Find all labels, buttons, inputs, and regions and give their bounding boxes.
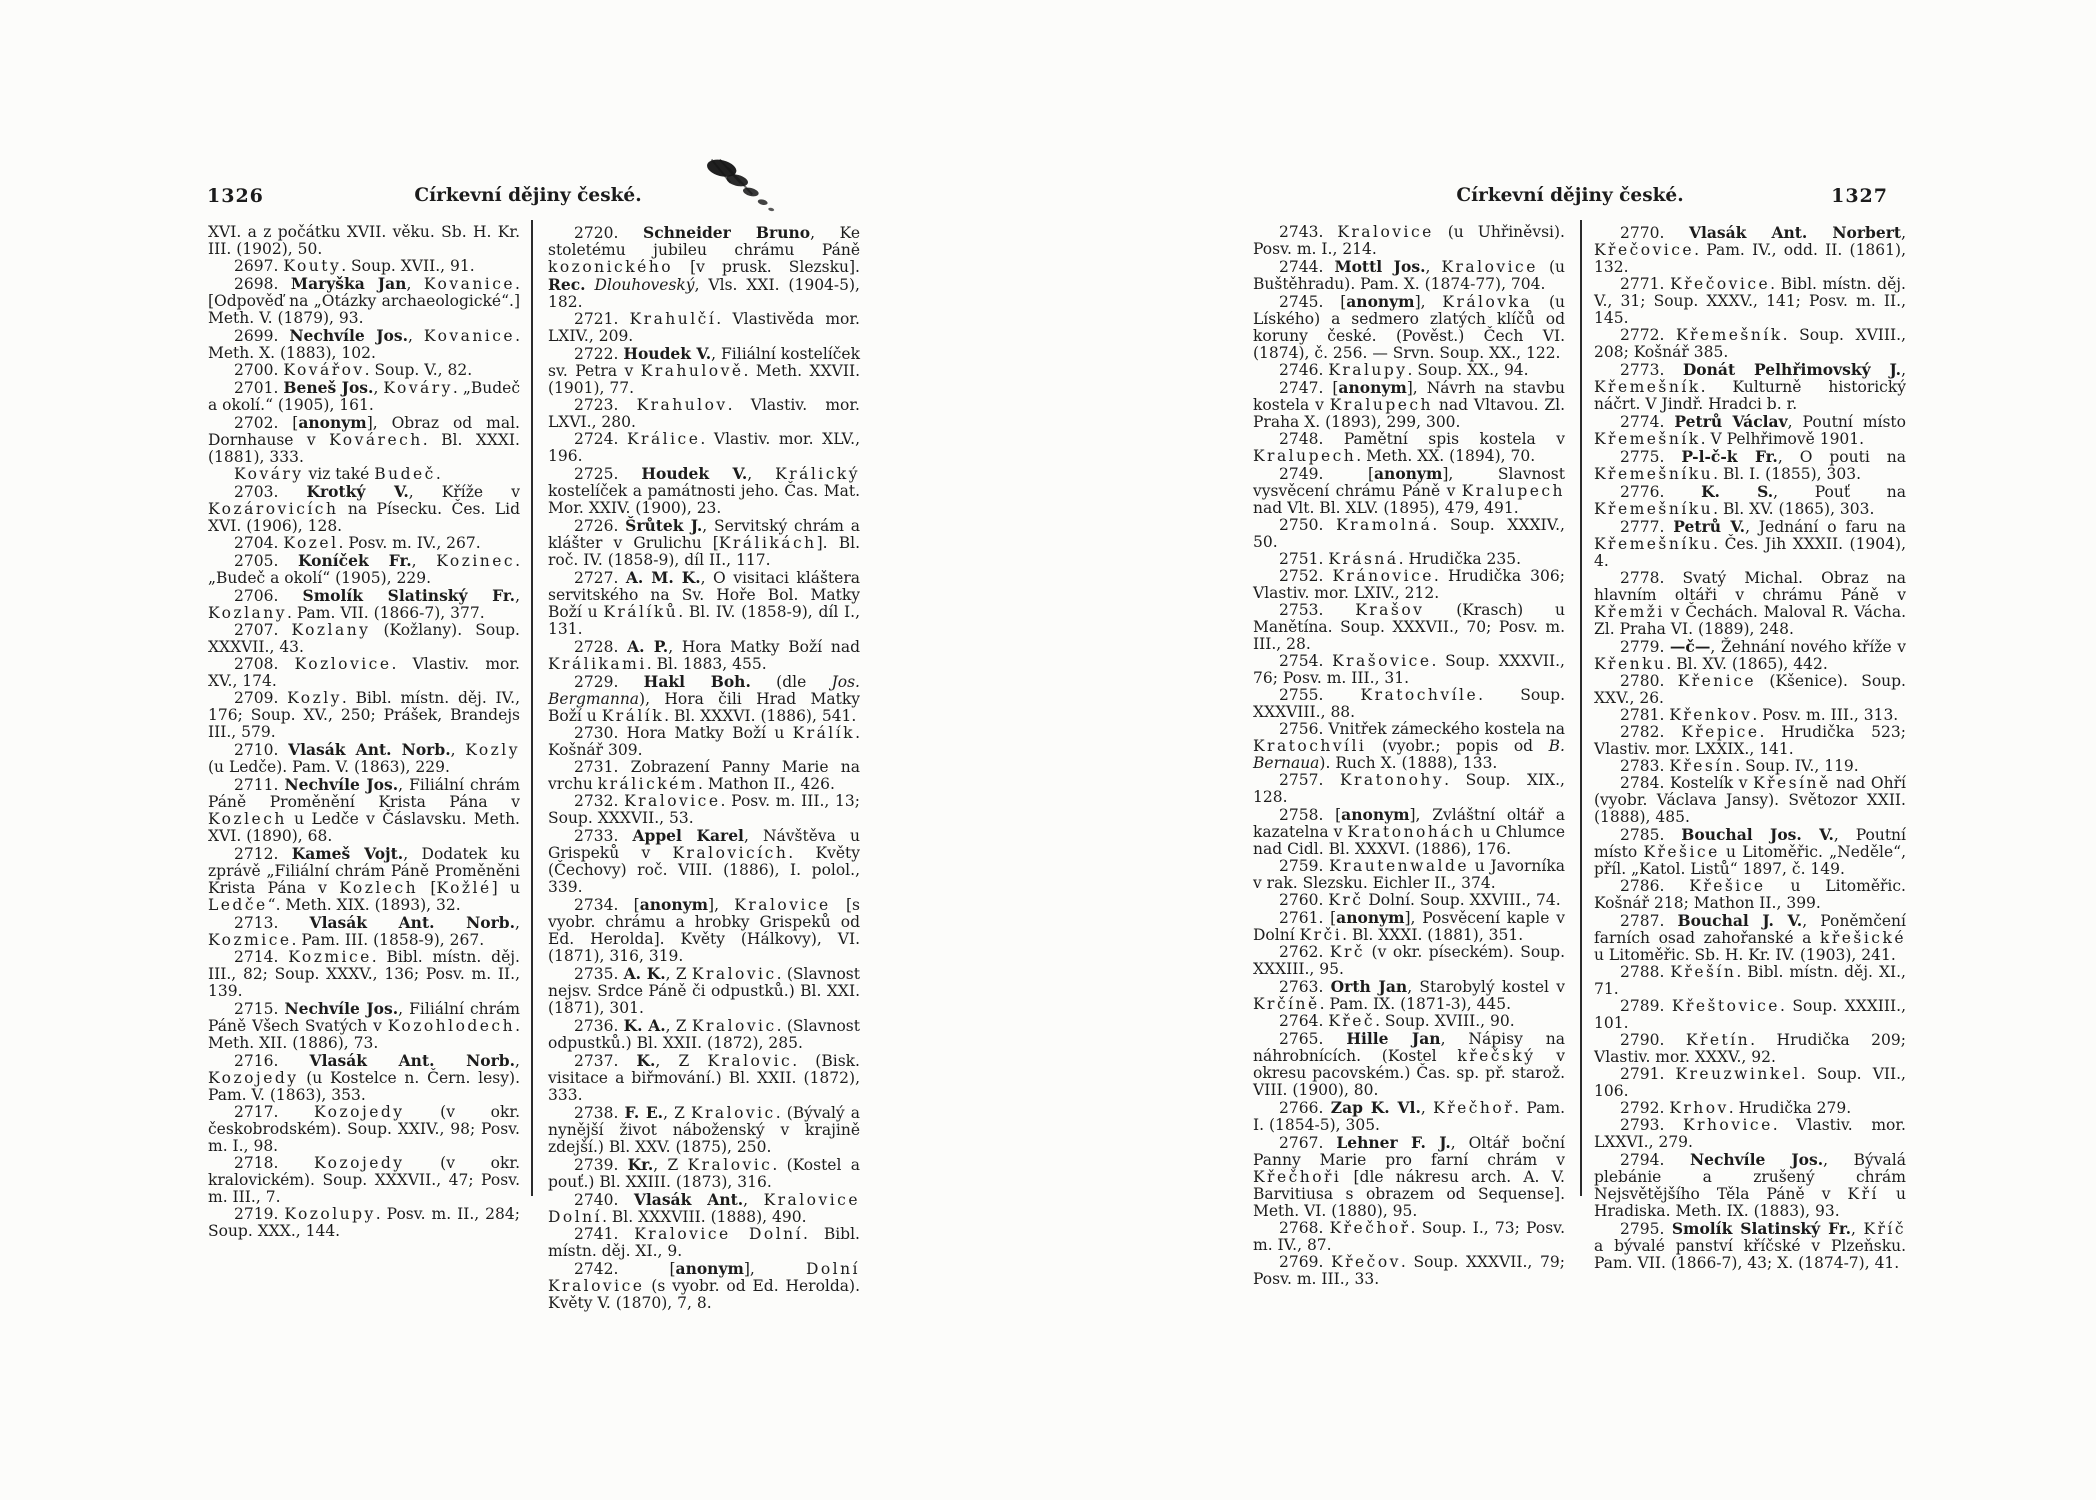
author-name: A. M. K. — [625, 568, 701, 587]
author-name: Zap K. Vl. — [1330, 1098, 1421, 1117]
bib-entry: 2709. Kozly. Bibl. místn. děj. IV., 176; Soup. XV., 250; Prášek, Brandejs III., 579. — [208, 689, 520, 741]
author-name: anonym — [1346, 292, 1415, 311]
author-name: Kr. — [627, 1155, 654, 1174]
author-name: Krotký V. — [306, 482, 409, 501]
bib-entry: 2794. Nechvíle Jos., Bývalá plebánie a zrušený chrám Nejsvětějšího Těla Páně v Kří u Hradiska. Meth. IX. (1883), 93. — [1594, 1150, 1906, 1220]
place-name-spaced: Krautenwalde — [1329, 857, 1470, 875]
bib-entry: 2751. Krásná. Hrudička 235. — [1279, 550, 1522, 568]
bib-entry: 2728. A. P., Hora Matky Boží nad Králikami. Bl. 1883, 455. — [548, 637, 860, 673]
place-name-spaced: Kozmice — [208, 931, 292, 949]
bib-entry: 2773. Donát Pelhřimovský J., Křemešník. Kulturně historický náčrt. V Jindř. Hradci b. r. — [1594, 360, 1906, 413]
place-name-spaced: Kozinec — [436, 552, 516, 570]
place-name-spaced: Králíků — [603, 603, 679, 621]
author-name: A. P. — [627, 637, 669, 656]
author-name: Vlasák Ant. — [633, 1190, 744, 1209]
place-name-spaced: Křemešník — [1675, 326, 1783, 344]
running-title-left: Církevní dějiny české. — [414, 185, 642, 206]
author-name: Vlasák Ant. Norb. — [288, 740, 451, 759]
bib-entry: 2765. Hille Jan, Nápisy na náhrobnících. (Kostel křečský v okresu pacovském.) Čas. sp. př. starož. VIII. (1900), 80. — [1253, 1029, 1565, 1099]
bib-entry: 2760. Krč Dolní. Soup. XXVIII., 74. — [1279, 891, 1561, 909]
bib-entry: 2713. Vlasák Ant. Norb., Kozmice. Pam. III. (1858-9), 267. — [208, 913, 520, 949]
place-name-spaced: Kralovic — [690, 1104, 776, 1122]
place-name-spaced: Kozmice — [288, 948, 372, 966]
bib-entry: 2778. Svatý Michal. Obraz na hlavním oltáři v chrámu Páně v Křemži v Čechách. Maloval R. Vácha. Zl. Praha VI. (1889), 248. — [1594, 569, 1906, 638]
bib-entry: 2720. Schneider Bruno, Ke stoletému jubileu chrámu Páně kozonického [v prusk. Slezsku]. Rec. Dlouhoveský, Vls. XXI. (1904-5), 182. — [548, 223, 860, 311]
bib-entry: 2792. Krhov. Hrudička 279. — [1620, 1099, 1852, 1117]
place-name-spaced: Kozolupy — [284, 1205, 376, 1223]
place-name-spaced: Kozly — [465, 741, 520, 759]
bib-entry: 2714. Kozmice. Bibl. místn. děj. III., 82; Soup. XXXV., 136; Posv. m. II., 139. — [208, 948, 520, 1000]
bib-entry: 2718. Kozojedy (v okr. kralovickém). Soup. XXXVII., 47; Posv. m. III., 7. — [208, 1154, 520, 1206]
bib-entry: 2735. A. K., Z Kralovic. (Slavnost nejsv. Srdce Páně či odpustků.) Bl. XXI. (1871), 301. — [548, 964, 860, 1017]
bib-entry: 2724. Králice. Vlastiv. mor. XLV., 196. — [548, 430, 860, 465]
place-name-spaced: Kozel — [283, 534, 339, 552]
bib-entry: 2723. Krahulov. Vlastiv. mor. LXVI., 280. — [548, 396, 860, 431]
place-name-spaced: Křemži — [1594, 603, 1665, 621]
bib-entry: 2708. Kozlovice. Vlastiv. mor. XV., 174. — [208, 655, 520, 690]
bib-entry: 2777. Petrů V., Jednání o faru na Křemešníku. Čes. Jih XXXII. (1904), 4. — [1594, 517, 1906, 570]
place-name-spaced: Křesíně — [1753, 774, 1831, 792]
bib-entry: 2706. Smolík Slatinský Fr., Kozlany. Pam. VII. (1866-7), 377. — [208, 586, 520, 622]
place-name-spaced: Královka — [1442, 293, 1533, 311]
place-name-spaced: Kozly — [287, 689, 342, 707]
bib-entry: 2717. Kozojedy (v okr. českobrodském). Soup. XXIV., 98; Posv. m. I., 98. — [208, 1103, 520, 1155]
bib-entry: 2793. Krhovice. Vlastiv. mor. LXXVI., 279. — [1594, 1116, 1906, 1151]
place-name-spaced: kozonického — [548, 258, 674, 276]
place-name-spaced: Křemešník — [1594, 430, 1701, 448]
bib-entry: Kováry viz také Budeč. — [234, 465, 441, 483]
place-name-spaced: Křenkov — [1669, 706, 1753, 724]
bib-entry: 2785. Bouchal Jos. V., Poutní místo Křešice u Litoměřic. „Neděle“, příl. „Katol. Listů“ 1897, č. 149. — [1594, 825, 1906, 878]
bib-entry: 2699. Nechvíle Jos., Kovanice. Meth. X. (1883), 102. — [208, 326, 520, 362]
place-name-spaced: Kozojedy — [314, 1154, 405, 1172]
bib-entry: 2712. Kameš Vojt., Dodatek ku zprávě „Filiální chrám Páně Proměněni Krista Pána v Kozlech [Kožlé] u Ledče“. Meth. XIX. (1893), 32. — [208, 844, 520, 914]
place-name-spaced: Křečhoř — [1329, 1219, 1411, 1237]
bib-entry: 2749. [anonym], Slavnost vysvěcení chrámu Páně v Kralupech nad Vlt. Bl. XLV. (1895), 479, 491. — [1253, 464, 1565, 517]
place-name-spaced: Kozlany — [291, 621, 371, 639]
place-name-spaced: Kralovice — [624, 792, 721, 810]
author-name: Šrůtek J. — [625, 516, 703, 535]
author-name: Orth Jan — [1330, 977, 1408, 996]
bib-entry: 2783. Křesín. Soup. IV., 119. — [1620, 757, 1859, 775]
place-name-spaced: Krč — [1329, 943, 1366, 961]
place-name-spaced: Kralupy — [1328, 361, 1408, 379]
bib-entry: 2746. Kralupy. Soup. XX., 94. — [1279, 361, 1529, 379]
author-name: Hille Jan — [1346, 1029, 1441, 1048]
bib-entry: 2766. Zap K. Vl., Křečhoř. Pam. I. (1854-5), 305. — [1253, 1098, 1565, 1134]
bib-entry: 2782. Křepice. Hrudička 523; Vlastiv. mor. LXXIX., 141. — [1594, 723, 1906, 758]
place-name-spaced: Kralovice Dolní — [634, 1225, 804, 1243]
place-name-spaced: Kralovice Dolní — [548, 1191, 860, 1226]
bib-entry: 2698. Maryška Jan, Kovanice. [Odpověď na „Otázky archaeologické“.] Meth. V. (1879), 93. — [208, 274, 520, 327]
place-name-spaced: Kralupech — [1329, 396, 1434, 414]
place-name-spaced: Kralupech — [1461, 482, 1565, 500]
bib-entry: 2745. [anonym], Královka (u Líského) a sedmero zlatých klíčů od koruny české. (Pověst.) Čech VI. (1874), č. 256. — Srvn. Soup. XX., 122. — [1253, 292, 1565, 362]
place-name-spaced: Kováry — [234, 465, 304, 483]
author-name: Petrů V. — [1673, 517, 1746, 536]
column-2-right-page — [1594, 224, 1906, 1272]
bib-entry: 2787. Bouchal J. V., Poněmčení farních osad zahořanské a křešické u Litoměřic. Sb. H. Kr. IV. (1903), 241. — [1594, 911, 1906, 964]
place-name-spaced: Kozlech — [208, 810, 287, 828]
bib-entry: 2753. Krašov (Krasch) u Manětína. Soup. XXXVII., 70; Posv. m. III., 28. — [1253, 601, 1565, 653]
place-name-spaced: Křeštovice — [1671, 997, 1780, 1015]
bib-entry: 2704. Kozel. Posv. m. IV., 267. — [234, 534, 481, 552]
author-name: Lehner F. J. — [1336, 1133, 1451, 1152]
bib-entry: 2715. Nechvíle Jos., Filiální chrám Páně Všech Svatých v Kozohlodech. Meth. XII. (1886), 73. — [208, 999, 520, 1052]
place-name-spaced: Krahulov — [636, 396, 728, 414]
place-name-spaced: Křemešníku — [1594, 500, 1714, 518]
bib-entry: 2726. Šrůtek J., Servitský chrám a klášter v Grulichu [Králikách]. Bl. roč. IV. (1858-9), díl II., 117. — [548, 516, 860, 569]
bib-entry: 2768. Křečhoř. Soup. I., 73; Posv. m. IV., 87. — [1253, 1219, 1565, 1254]
place-name-spaced: Krhovice — [1683, 1116, 1773, 1134]
bib-entry: XVI. a z počátku XVII. věku. Sb. H. Kr. III. (1902), 50. — [208, 223, 520, 258]
place-name-spaced: Kříč — [1863, 1220, 1906, 1238]
bib-entry: 2781. Křenkov. Posv. m. III., 313. — [1620, 706, 1899, 724]
author-name: A. K. — [623, 964, 666, 983]
bib-entry: 2752. Kránovice. Hrudička 306; Vlastiv. mor. LXIV., 212. — [1253, 567, 1565, 602]
place-name-spaced: Křešice — [1643, 843, 1720, 861]
author-name: Rec. — [548, 275, 586, 294]
column-2-left-page — [548, 224, 860, 1312]
bib-entry: 2719. Kozolupy. Posv. m. II., 284; Soup. XXX., 144. — [208, 1205, 520, 1240]
author-name: Maryška Jan — [290, 274, 407, 293]
author-name: Smolík Slatinský Fr. — [1671, 1219, 1852, 1238]
place-name-spaced: Kováry — [383, 379, 453, 397]
place-name-spaced: Křeč — [1328, 1012, 1376, 1030]
place-name-spaced: Kralovic — [707, 1052, 793, 1070]
bib-entry: 2729. Hakl Boh. (dle Jos. Bergmanna), Hora čili Hrad Matky Boží u Králík. Bl. XXXVI. (1886), 541. — [548, 672, 860, 725]
author-name: P-l-č-k Fr. — [1681, 447, 1778, 466]
author-name: Appel Karel — [632, 826, 744, 845]
bib-entry: 2744. Mottl Jos., Kralovice (u Buštěhradu). Pam. X. (1874-77), 704. — [1253, 257, 1565, 293]
bib-entry: 2730. Hora Matky Boží u Králík. Košnář 309. — [548, 724, 860, 759]
bib-entry: 2771. Křečovice. Bibl. místn. děj. V., 31; Soup. XXXV., 141; Posv. m. II., 145. — [1594, 275, 1906, 327]
place-name-spaced: Kozojedy — [314, 1103, 405, 1121]
place-name-spaced: Kozlech — [339, 879, 419, 897]
author-name: Donát Pelhřimovský J. — [1682, 360, 1902, 379]
author-name: K. — [636, 1051, 656, 1070]
author-name: Kameš Vojt. — [291, 844, 404, 863]
bib-entry: 2710. Vlasák Ant. Norb., Kozly (u Ledče). Pam. V. (1863), 229. — [208, 740, 520, 776]
author-name: anonym — [1341, 805, 1410, 824]
column-1-right-page — [1253, 224, 1565, 1288]
place-name-spaced: Králík — [792, 724, 856, 742]
place-name-spaced: Kralovic — [691, 1017, 777, 1035]
place-name-spaced: Kreuzwinkel — [1675, 1065, 1801, 1083]
author-name: anonym — [1336, 908, 1405, 927]
author-name: anonym — [298, 413, 367, 432]
bib-entry: 2790. Křetín. Hrudička 209; Vlastiv. mor. XXXV., 92. — [1594, 1031, 1906, 1066]
place-name-spaced: Kozlany — [208, 604, 287, 622]
bib-entry: 2733. Appel Karel, Návštěva u Grispeků v Kralovicích. Květy (Čechovy) roč. VIII. (1886), I. polol., 339. — [548, 826, 860, 896]
bib-entry: 2740. Vlasák Ant., Kralovice Dolní. Bl. XXXVIII. (1888), 490. — [548, 1190, 860, 1226]
bib-entry: 2739. Kr., Z Kralovic. (Kostel a pouť.) Bl. XXIII. (1873), 316. — [548, 1155, 860, 1191]
place-name-spaced: Kratonohy — [1339, 771, 1445, 789]
bib-entry: 2734. [anonym], Kralovice [s vyobr. chrámu a hrobky Grispeků od Ed. Herolda]. Květy (Hálkovy), VI. (1871), 316, 319. — [548, 895, 860, 965]
column-divider-right-page — [1580, 220, 1582, 1196]
author-name: Beneš Jos. — [283, 378, 374, 397]
cited-name-italic: Dlouhoveský — [594, 276, 695, 294]
author-name: anonym — [639, 895, 709, 914]
bib-entry: 2763. Orth Jan, Starobylý kostel v Krčíně. Pam. IX. (1871-3), 445. — [1253, 977, 1565, 1013]
bib-entry: 2774. Petrů Václav, Poutní místo Křemešník. V Pelhřimově 1901. — [1594, 412, 1906, 448]
author-name: F. E. — [624, 1103, 664, 1122]
author-name: Vlasák Ant. Norb. — [309, 1051, 516, 1070]
author-name: Nechvíle Jos. — [289, 326, 408, 345]
place-name-spaced: Kratochvíle — [1360, 686, 1479, 704]
place-name-spaced: Křešice — [1689, 877, 1766, 895]
place-name-spaced: Krčíně — [1253, 995, 1320, 1013]
bib-entry: 2786. Křešice u Litoměřic. Košnář 218; Mathon II., 399. — [1594, 877, 1906, 912]
author-name: Vlasák Ant. Norbert — [1688, 223, 1902, 242]
author-name: Houdek V. — [641, 464, 748, 483]
author-name: Vlasák Ant. Norb. — [309, 913, 516, 932]
bib-entry: 2758. [anonym], Zvláštní oltář a kazatelna v Kratonohách u Chlumce nad Cidl. Bl. XXXVI. (1886), 176. — [1253, 805, 1565, 858]
bib-entry: 2748. Pamětní spis kostela v Kralupech. Meth. XX. (1894), 70. — [1253, 430, 1565, 465]
bib-entry: 2747. [anonym], Návrh na stavbu kostela v Kralupech nad Vltavou. Zl. Praha X. (1893), 299, 300. — [1253, 378, 1566, 431]
cited-name-italic: B. Bernaua — [1253, 737, 1565, 772]
place-name-spaced: Křemešník — [1594, 378, 1701, 396]
author-name: Schneider Bruno — [643, 223, 811, 242]
place-name-spaced: Krašov — [1355, 601, 1425, 619]
bib-entry: 2697. Kouty. Soup. XVII., 91. — [234, 257, 475, 275]
place-name-spaced: Kralovice — [1337, 223, 1434, 241]
place-name-spaced: křečský — [1457, 1047, 1536, 1065]
place-name-spaced: Kovárech — [329, 431, 423, 449]
place-name-spaced: Křečhoř — [1433, 1099, 1515, 1117]
author-name: anonym — [1338, 378, 1407, 397]
place-name-spaced: Kozlovice — [294, 655, 392, 673]
author-name: Nechvíle Jos. — [284, 775, 399, 794]
place-name-spaced: králickém — [597, 775, 698, 793]
place-name-spaced: Dolní Kralovice — [548, 1260, 860, 1295]
bib-entry: 2789. Křeštovice. Soup. XXXIII., 101. — [1594, 997, 1906, 1032]
place-name-spaced: Kovanice — [423, 275, 516, 293]
author-name: anonym — [1374, 464, 1443, 483]
place-name-spaced: Kozojedy — [208, 1069, 299, 1087]
place-name-spaced: Křečovice — [1670, 275, 1771, 293]
bib-entry: 2759. Krautenwalde u Javorníka v rak. Slezsku. Eichler II., 374. — [1253, 857, 1565, 892]
place-name-spaced: Krči — [1299, 926, 1343, 944]
bib-entry: 2775. P-l-č-k Fr., O pouti na Křemešníku. Bl. I. (1855), 303. — [1594, 447, 1906, 483]
bib-entry: 2795. Smolík Slatinský Fr., Kříč a bývalé panství kříčské v Plzeňsku. Pam. VII. (1866-7), 43; X. (1874-7), 41. — [1594, 1219, 1906, 1272]
bib-entry: 2769. Křečov. Soup. XXXVII., 79; Posv. m. III., 33. — [1253, 1253, 1565, 1288]
ink-smudge-stain — [698, 156, 808, 216]
place-name-spaced: Křenku — [1594, 655, 1667, 673]
author-name: K. A. — [623, 1016, 666, 1035]
bib-entry: 2788. Křešín. Bibl. místn. děj. XI., 71. — [1594, 963, 1906, 998]
bib-entry: 2784. Kostelík v Křesíně nad Ohří (vyobr. Václava Jansy). Světozor XXII. (1888), 485. — [1594, 774, 1906, 826]
author-name: Nechvíle Jos. — [284, 999, 399, 1018]
bib-entry: 2754. Krašovice. Soup. XXXVII., 76; Posv. m. III., 31. — [1253, 652, 1565, 687]
bib-entry: 2711. Nechvíle Jos., Filiální chrám Páně Proměnění Krista Pána v Kozlech u Ledče v Čáslavsku. Meth. XVI. (1890), 68. — [208, 775, 520, 845]
place-name-spaced: Krhov — [1669, 1099, 1729, 1117]
bib-entry: 2762. Krč (v okr. píseckém). Soup. XXXIII., 95. — [1253, 943, 1565, 978]
bib-entry: 2732. Kralovice. Posv. m. III., 13; Soup. XXXVII., 53. — [548, 792, 860, 827]
bib-entry: 2725. Houdek V., Králický kostelíček a památnosti jeho. Čas. Mat. Mor. XXIV. (1900), 23. — [548, 464, 860, 517]
bib-entry: 2705. Koníček Fr., Kozinec. „Budeč a okolí“ (1905), 229. — [208, 551, 520, 587]
bib-entry: 2743. Kralovice (u Uhřiněvsi). Posv. m. I., 214. — [1253, 223, 1565, 258]
bib-entry: 2764. Křeč. Soup. XVIII., 90. — [1279, 1012, 1515, 1030]
bib-entry: 2701. Beneš Jos., Kováry. „Budeč a okolí.“ (1905), 161. — [208, 378, 520, 414]
place-name-spaced: Křečhoři — [1253, 1168, 1342, 1186]
place-name-spaced: Krásná — [1328, 550, 1399, 568]
place-name-spaced: Křemešníku — [1594, 465, 1714, 483]
place-name-spaced: Kralovice — [734, 896, 831, 914]
place-name-spaced: Křečov — [1331, 1253, 1401, 1271]
bib-entry: 2791. Kreuzwinkel. Soup. VII., 106. — [1594, 1065, 1906, 1100]
bib-entry: 2757. Kratonohy. Soup. XIX., 128. — [1253, 771, 1565, 806]
place-name-spaced: Budeč — [374, 465, 436, 483]
author-name: Hakl Boh. — [643, 672, 751, 691]
bib-entry: 2736. K. A., Z Kralovic. (Slavnost odpustků.) Bl. XXII. (1872), 285. — [548, 1016, 860, 1052]
bib-entry: 2737. K., Z Kralovic. (Bisk. visitace a biřmování.) Bl. XXII. (1872), 333. — [548, 1051, 860, 1104]
place-name-spaced: Kralovice — [1441, 258, 1538, 276]
place-name-spaced: Králikami — [548, 655, 647, 673]
bib-entry: 2772. Křemešník. Soup. XVIII., 208; Košnář 385. — [1594, 326, 1906, 361]
bib-entry: 2776. K. S., Pouť na Křemešníku. Bl. XV. (1865), 303. — [1594, 482, 1906, 518]
place-name-spaced: Kožlé — [436, 879, 492, 897]
place-name-spaced: Krahulově — [640, 362, 744, 380]
place-name-spaced: Králický — [775, 465, 860, 483]
bib-entry: 2779. —č—, Žehnání nového kříže v Křenku. Bl. XV. (1865), 442. — [1594, 637, 1906, 673]
place-name-spaced: Krašovice — [1332, 652, 1432, 670]
bib-entry: 2707. Kozlany (Kožlany). Soup. XXXVII., 43. — [208, 621, 520, 656]
place-name-spaced: Křetín — [1685, 1031, 1751, 1049]
place-name-spaced: Křemešníku — [1594, 535, 1714, 553]
place-name-spaced: křešické — [1820, 929, 1906, 947]
place-name-spaced: Kralovic — [687, 1156, 773, 1174]
cited-name-italic: Jos. Bergmanna — [548, 673, 860, 708]
place-name-spaced: Kozohlodech — [387, 1017, 516, 1035]
author-name: Bouchal J. V. — [1677, 911, 1803, 930]
bib-entry: 2703. Krotký V., Kříže v Kozárovicích na Písecku. Čes. Lid XVI. (1906), 128. — [208, 482, 520, 535]
author-name: Petrů Václav — [1674, 412, 1788, 431]
bib-entry: 2741. Kralovice Dolní. Bibl. místn. děj. XI., 9. — [548, 1225, 860, 1260]
place-name-spaced: Ledče — [208, 896, 268, 914]
author-name: Mottl Jos. — [1334, 257, 1426, 276]
author-name: Houdek V. — [623, 344, 712, 363]
place-name-spaced: Kránovice — [1332, 567, 1434, 585]
place-name-spaced: Kralupech — [1253, 447, 1357, 465]
place-name-spaced: Králice — [627, 430, 701, 448]
bib-entry: 2780. Křenice (Kšenice). Soup. XXV., 26. — [1594, 672, 1906, 707]
column-divider-left-page — [531, 220, 533, 1196]
bib-entry: 2702. [anonym], Obraz od mal. Dornhause v Kovárech. Bl. XXXI. (1881), 333. — [208, 413, 520, 466]
bib-entry: 2722. Houdek V., Filiální kostelíček sv. Petra v Krahulově. Meth. XXVII. (1901), 77. — [548, 344, 860, 397]
bib-entry: 2756. Vnitřek zámeckého kostela na Kratochvíli (vyobr.; popis od B. Bernaua). Ruch X. (1888), 133. — [1253, 720, 1565, 772]
place-name-spaced: Křesín — [1669, 757, 1736, 775]
bib-entry: 2738. F. E., Z Kralovic. (Bývalý a nynější život náboženský v krajině zdejší.) Bl. XXV. (1875), 250. — [548, 1103, 860, 1156]
author-name: Smolík Slatinský Fr. — [302, 586, 516, 605]
bib-entry: 2721. Krahulčí. Vlastivěda mor. LXIV., 209. — [548, 310, 860, 345]
place-name-spaced: Křečovice — [1594, 241, 1695, 259]
author-name: Nechvíle Jos. — [1689, 1150, 1824, 1169]
bib-entry: 2770. Vlasák Ant. Norbert, Křečovice. Pam. IV., odd. II. (1861), 132. — [1594, 223, 1906, 276]
bib-entry: 2755. Kratochvíle. Soup. XXXVIII., 88. — [1253, 686, 1565, 721]
place-name-spaced: Křešín — [1670, 963, 1737, 981]
place-name-spaced: Kralovicích — [672, 844, 789, 862]
author-name: K. S. — [1701, 482, 1774, 501]
bib-entry: 2716. Vlasák Ant. Norb., Kozojedy (u Kostelce n. Čern. lesy). Pam. V. (1863), 353. — [208, 1051, 520, 1104]
author-name: Bouchal Jos. V. — [1681, 825, 1834, 844]
place-name-spaced: Kouty — [283, 257, 342, 275]
place-name-spaced: Krahulčí — [629, 310, 717, 328]
place-name-spaced: Kratochvíli — [1253, 737, 1367, 755]
place-name-spaced: Křenice — [1677, 672, 1757, 690]
column-1-left-page — [208, 224, 520, 1240]
author-name: —č— — [1669, 637, 1711, 656]
page-number-left: 1326 — [207, 185, 264, 207]
page-number-right: 1327 — [1831, 185, 1888, 207]
place-name-spaced: Kovářov — [283, 361, 365, 379]
place-name-spaced: Křepice — [1681, 723, 1760, 741]
place-name-spaced: Kralovic — [691, 965, 777, 983]
author-name: Koníček Fr. — [298, 551, 412, 570]
place-name-spaced: Kovanice — [423, 327, 516, 345]
bib-entry: 2700. Kovářov. Soup. V., 82. — [234, 361, 473, 379]
place-name-spaced: Kozárovicích — [208, 500, 339, 518]
place-name-spaced: Kratonohách — [1347, 823, 1476, 841]
bib-entry: 2761. [anonym], Posvěcení kaple v Dolní Krči. Bl. XXXI. (1881), 351. — [1253, 908, 1565, 944]
place-name-spaced: Kří — [1847, 1185, 1879, 1203]
author-name: anonym — [675, 1259, 744, 1278]
place-name-spaced: Králík — [601, 707, 665, 725]
bib-entry: 2742. [anonym], Dolní Kralovice (s vyobr. od Ed. Herolda). Květy V. (1870), 7, 8. — [548, 1259, 860, 1312]
bib-entry: 2767. Lehner F. J., Oltář boční Panny Marie pro farní chrám v Křečhoři [dle nákresu arch. A. V. Barvitiusa s obrazem od Sequense]. Meth. VI. (1880), 95. — [1253, 1133, 1565, 1220]
place-name-spaced: Králikách — [718, 534, 817, 552]
bib-entry: 2727. A. M. K., O visitaci kláštera servitského na Sv. Hoře Bol. Matky Boží u Králíků. Bl. IV. (1858-9), díl I., 131. — [548, 568, 861, 638]
place-name-spaced: Krč — [1328, 891, 1364, 909]
running-title-right: Církevní dějiny české. — [1456, 185, 1684, 206]
bib-entry: 2750. Kramolná. Soup. XXXIV., 50. — [1253, 516, 1565, 551]
place-name-spaced: Kramolná — [1336, 516, 1433, 534]
bib-entry: 2731. Zobrazení Panny Marie na vrchu králickém. Mathon II., 426. — [548, 758, 860, 793]
